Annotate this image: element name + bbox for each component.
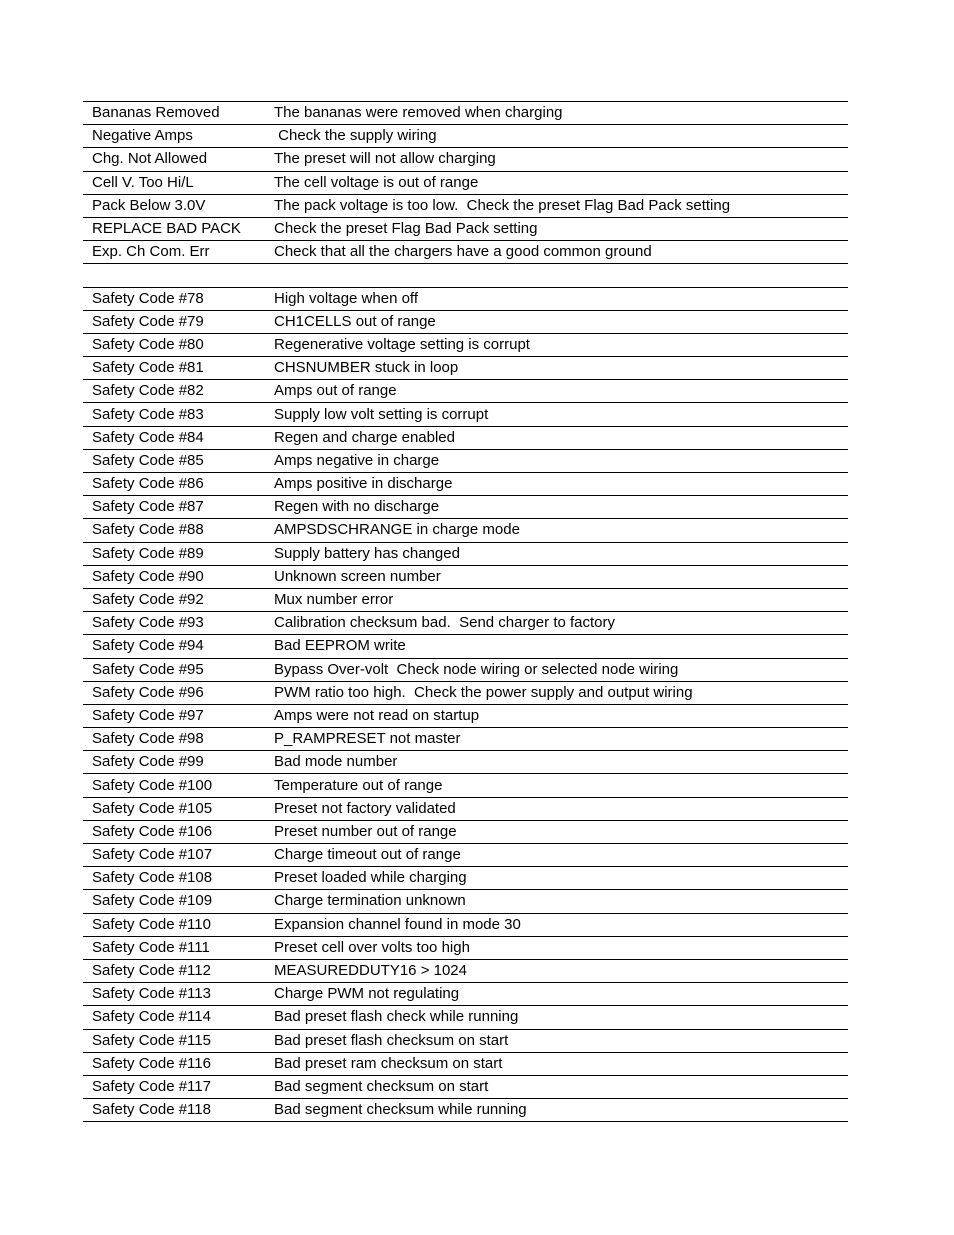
table-row	[83, 612, 848, 635]
table-row	[83, 380, 848, 403]
table-row	[83, 588, 848, 611]
table-row	[83, 542, 848, 565]
error-code-cell: Exp. Ch Com. Err	[83, 241, 274, 264]
error-description-cell: Check that all the chargers have a good common ground	[274, 241, 848, 264]
table-row	[83, 241, 848, 264]
table-row	[83, 171, 848, 194]
error-code-cell: Safety Code #106	[83, 820, 274, 843]
error-description-cell: MEASUREDDUTY16 > 1024	[274, 959, 848, 982]
table-row	[83, 844, 848, 867]
table-row	[83, 681, 848, 704]
error-code-cell: Safety Code #108	[83, 867, 274, 890]
table-row	[83, 704, 848, 727]
error-code-cell: Safety Code #92	[83, 588, 274, 611]
error-description-cell: Mux number error	[274, 588, 848, 611]
error-description-cell: Bad preset flash checksum on start	[274, 1029, 848, 1052]
table-row	[83, 983, 848, 1006]
error-code-cell: Safety Code #105	[83, 797, 274, 820]
table-row	[83, 125, 848, 148]
error-code-cell: Safety Code #109	[83, 890, 274, 913]
table-row	[83, 1075, 848, 1098]
table-row	[83, 473, 848, 496]
error-description-cell: Preset not factory validated	[274, 797, 848, 820]
error-code-cell: Safety Code #114	[83, 1006, 274, 1029]
error-description-cell: Preset number out of range	[274, 820, 848, 843]
error-description-cell: Amps negative in charge	[274, 449, 848, 472]
error-description-cell: Amps out of range	[274, 380, 848, 403]
error-code-cell: Safety Code #110	[83, 913, 274, 936]
error-description-cell: The cell voltage is out of range	[274, 171, 848, 194]
error-description-cell: Regen with no discharge	[274, 496, 848, 519]
table-row	[83, 148, 848, 171]
error-description-cell: Calibration checksum bad. Send charger to factory	[274, 612, 848, 635]
table-row	[83, 936, 848, 959]
table-row	[83, 287, 848, 310]
error-description-cell: Preset loaded while charging	[274, 867, 848, 890]
error-description-cell	[274, 264, 848, 287]
error-code-cell: Safety Code #80	[83, 333, 274, 356]
error-code-table	[83, 101, 848, 1122]
table-row	[83, 264, 848, 287]
error-code-cell: Negative Amps	[83, 125, 274, 148]
error-code-cell: Safety Code #96	[83, 681, 274, 704]
error-code-cell	[83, 264, 274, 287]
error-code-cell: Safety Code #88	[83, 519, 274, 542]
error-code-cell: Cell V. Too Hi/L	[83, 171, 274, 194]
table-row	[83, 310, 848, 333]
table-row	[83, 774, 848, 797]
error-description-cell: Unknown screen number	[274, 565, 848, 588]
table-row	[83, 333, 848, 356]
error-description-cell: Bad segment checksum while running	[274, 1099, 848, 1122]
error-description-cell: Regen and charge enabled	[274, 426, 848, 449]
error-description-cell: Amps positive in discharge	[274, 473, 848, 496]
error-description-cell: Bypass Over-volt Check node wiring or selected node wiring	[274, 658, 848, 681]
error-code-cell: Safety Code #116	[83, 1052, 274, 1075]
table-row	[83, 102, 848, 125]
error-code-cell: Safety Code #85	[83, 449, 274, 472]
error-description-cell: The bananas were removed when charging	[274, 102, 848, 125]
table-row	[83, 751, 848, 774]
error-description-cell: Amps were not read on startup	[274, 704, 848, 727]
table-row	[83, 890, 848, 913]
table-row	[83, 403, 848, 426]
error-code-cell: Safety Code #100	[83, 774, 274, 797]
error-code-cell: REPLACE BAD PACK	[83, 217, 274, 240]
error-description-cell: Bad preset flash check while running	[274, 1006, 848, 1029]
error-code-cell: Safety Code #111	[83, 936, 274, 959]
error-code-cell: Safety Code #78	[83, 287, 274, 310]
table-row	[83, 797, 848, 820]
error-description-cell: Bad EEPROM write	[274, 635, 848, 658]
error-description-cell: Supply battery has changed	[274, 542, 848, 565]
error-code-cell: Pack Below 3.0V	[83, 194, 274, 217]
error-code-cell: Safety Code #94	[83, 635, 274, 658]
table-row	[83, 728, 848, 751]
error-code-cell: Bananas Removed	[83, 102, 274, 125]
error-code-cell: Safety Code #95	[83, 658, 274, 681]
error-code-cell: Safety Code #83	[83, 403, 274, 426]
error-code-cell: Chg. Not Allowed	[83, 148, 274, 171]
error-code-cell: Safety Code #117	[83, 1075, 274, 1098]
error-description-cell: Supply low volt setting is corrupt	[274, 403, 848, 426]
table-row	[83, 449, 848, 472]
error-description-cell: Charge PWM not regulating	[274, 983, 848, 1006]
table-row	[83, 565, 848, 588]
error-code-cell: Safety Code #118	[83, 1099, 274, 1122]
error-description-cell: CH1CELLS out of range	[274, 310, 848, 333]
table-row	[83, 867, 848, 890]
error-code-cell: Safety Code #112	[83, 959, 274, 982]
table-row	[83, 217, 848, 240]
error-code-cell: Safety Code #98	[83, 728, 274, 751]
error-description-cell: Charge timeout out of range	[274, 844, 848, 867]
error-code-cell: Safety Code #113	[83, 983, 274, 1006]
table-row	[83, 1029, 848, 1052]
error-code-cell: Safety Code #107	[83, 844, 274, 867]
error-code-cell: Safety Code #89	[83, 542, 274, 565]
table-row	[83, 426, 848, 449]
error-code-cell: Safety Code #99	[83, 751, 274, 774]
error-description-cell: High voltage when off	[274, 287, 848, 310]
error-description-cell: Bad segment checksum on start	[274, 1075, 848, 1098]
error-code-cell: Safety Code #97	[83, 704, 274, 727]
error-description-cell: PWM ratio too high. Check the power supply and output wiring	[274, 681, 848, 704]
error-description-cell: Regenerative voltage setting is corrupt	[274, 333, 848, 356]
error-description-cell: P_RAMPRESET not master	[274, 728, 848, 751]
error-code-cell: Safety Code #79	[83, 310, 274, 333]
table-row	[83, 519, 848, 542]
error-description-cell: Bad mode number	[274, 751, 848, 774]
error-description-cell: Check the supply wiring	[274, 125, 848, 148]
error-description-cell: Check the preset Flag Bad Pack setting	[274, 217, 848, 240]
table-row	[83, 496, 848, 519]
error-description-cell: The preset will not allow charging	[274, 148, 848, 171]
error-description-cell: Temperature out of range	[274, 774, 848, 797]
error-description-cell: The pack voltage is too low. Check the preset Flag Bad Pack setting	[274, 194, 848, 217]
table-row	[83, 1052, 848, 1075]
error-description-cell: Preset cell over volts too high	[274, 936, 848, 959]
error-description-cell: Expansion channel found in mode 30	[274, 913, 848, 936]
error-code-cell: Safety Code #86	[83, 473, 274, 496]
table-row	[83, 1006, 848, 1029]
table-row	[83, 1099, 848, 1122]
error-code-cell: Safety Code #81	[83, 357, 274, 380]
table-row	[83, 658, 848, 681]
error-description-cell: Charge termination unknown	[274, 890, 848, 913]
error-code-cell: Safety Code #84	[83, 426, 274, 449]
table-row	[83, 357, 848, 380]
error-code-table-body	[83, 102, 848, 1122]
table-row	[83, 635, 848, 658]
table-row	[83, 820, 848, 843]
error-code-cell: Safety Code #87	[83, 496, 274, 519]
table-row	[83, 959, 848, 982]
error-description-cell: AMPSDSCHRANGE in charge mode	[274, 519, 848, 542]
table-row	[83, 913, 848, 936]
table-row	[83, 194, 848, 217]
error-code-cell: Safety Code #82	[83, 380, 274, 403]
error-description-cell: Bad preset ram checksum on start	[274, 1052, 848, 1075]
error-code-cell: Safety Code #90	[83, 565, 274, 588]
error-description-cell: CHSNUMBER stuck in loop	[274, 357, 848, 380]
error-code-cell: Safety Code #93	[83, 612, 274, 635]
error-code-cell: Safety Code #115	[83, 1029, 274, 1052]
